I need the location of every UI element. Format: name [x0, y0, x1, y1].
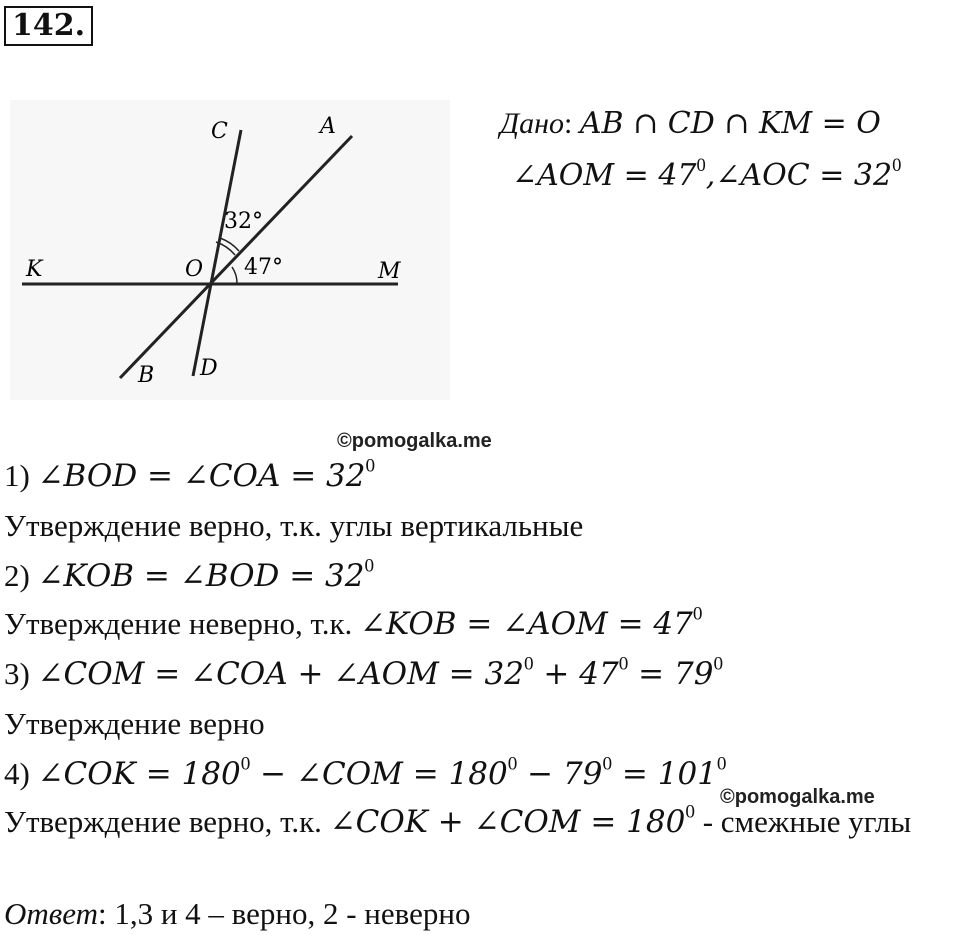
degree-sup: 0 — [364, 555, 375, 577]
degree-sup: 0 — [716, 753, 727, 775]
step-tail: - смежные углы — [694, 804, 912, 839]
step-formula: ∠COK + ∠COM = 180 — [329, 804, 686, 840]
degree-sup: 0 — [602, 753, 613, 775]
step-text: Утверждение неверно, т.к. — [4, 606, 353, 641]
geometry-figure — [10, 100, 450, 400]
angle-label-coa: 32° — [224, 209, 263, 234]
problem-number: 142. — [4, 6, 93, 46]
step-formula: + 47 — [533, 656, 619, 692]
watermark: ©pomogalka.me — [720, 786, 875, 808]
given-line-2 — [500, 150, 901, 202]
degree-sup: 0 — [618, 653, 629, 675]
point-label-c: C — [211, 119, 228, 144]
step-4-explanation — [4, 801, 912, 840]
step-formula: − ∠COM = 180 — [250, 756, 508, 792]
step-formula: ∠BOD = ∠COA = 32 — [37, 458, 366, 494]
step-1-explanation: Утверждение верно, т.к. углы вертикальные — [4, 508, 584, 543]
point-label-k: K — [26, 257, 43, 282]
point-label-d: D — [200, 356, 218, 381]
step-number: 3) — [4, 656, 30, 691]
answer-text: : 1,3 и 4 – верно, 2 - неверно — [97, 896, 471, 931]
degree-sup: 0 — [692, 603, 703, 625]
given-angle-aoc: ,∠AOC = 32 — [705, 158, 893, 193]
step-number: 2) — [4, 558, 30, 593]
given-intersection: AB ∩ CD ∩ KM = O — [579, 106, 881, 141]
answer — [4, 896, 470, 932]
degree-sup: 0 — [696, 155, 706, 177]
degree-sup: 0 — [507, 753, 518, 775]
step-4 — [4, 753, 727, 792]
given-angle-aom: ∠AOM = 47 — [512, 158, 697, 193]
degree-sup: 0 — [892, 155, 902, 177]
step-text: Утверждение верно, т.к. — [4, 804, 322, 839]
angle-label-aom: 47° — [244, 255, 283, 280]
point-label-m: M — [378, 259, 401, 284]
step-formula: ∠KOB = ∠AOM = 47 — [360, 606, 693, 642]
point-label-a: A — [320, 114, 336, 139]
step-formula: = 79 — [628, 656, 714, 692]
problem-number-text: 142 — [12, 8, 75, 43]
answer-label: Ответ — [4, 896, 98, 931]
given-line-1: Дано: AB ∩ CD ∩ KM = O — [500, 106, 881, 141]
step-formula: = 101 — [612, 756, 717, 792]
watermark: ©pomogalka.me — [337, 430, 492, 452]
degree-sup: 0 — [523, 653, 534, 675]
given-label: Дано — [500, 107, 564, 140]
point-label-o: O — [185, 257, 204, 282]
step-number: 1) — [4, 458, 30, 493]
step-2-explanation — [4, 603, 703, 642]
step-formula: ∠KOB = ∠BOD = 32 — [37, 558, 365, 594]
degree-sup: 0 — [713, 653, 724, 675]
point-label-b: B — [138, 363, 155, 388]
degree-sup: 0 — [240, 753, 251, 775]
step-2 — [4, 555, 375, 594]
degree-sup: 0 — [365, 455, 376, 477]
degree-sup: 0 — [685, 801, 695, 823]
given-block — [500, 98, 901, 202]
step-formula: − 79 — [517, 756, 603, 792]
step-1 — [4, 455, 376, 494]
step-3 — [4, 653, 724, 692]
step-3-explanation: Утверждение верно — [4, 706, 265, 741]
step-number: 4) — [4, 756, 30, 791]
step-formula: ∠COK = 180 — [37, 756, 241, 792]
step-formula: ∠COM = ∠COA + ∠AOM = 32 — [37, 656, 524, 692]
